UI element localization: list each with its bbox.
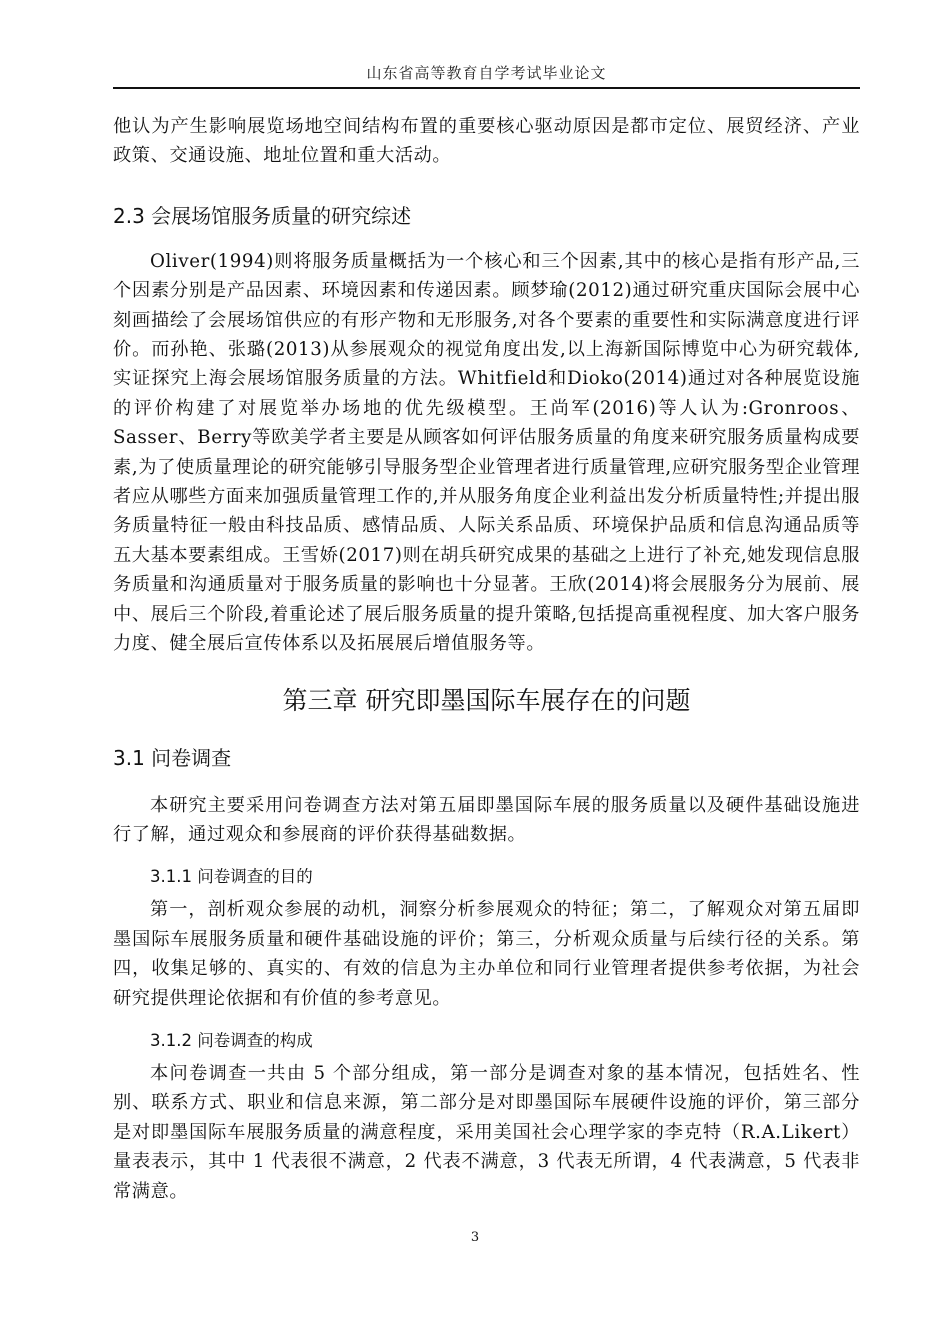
- subsection-3-1-1-paragraph: 第一，剖析观众参展的动机，洞察分析参展观众的特征；第二，了解观众对第五届即墨国际车展服务质量和硬件基础设施的评价；第三，分析观众质量与后续行径的关系。第四，收集足够的、真实的、有效的信息为主办单位和同行业管理者提供参考依据，为社会研究提供理论依据和有价值的参考意见。: [113, 899, 860, 1009]
- subsection-heading-3-1-1: 3.1.1 问卷调查的目的: [150, 867, 313, 887]
- continued-paragraph: 他认为产生影响展览场地空间结构布置的重要核心驱动原因是都市定位、展贸经济、产业政策、交通设施、地址位置和重大活动。: [113, 116, 860, 167]
- section-3-1-paragraph: 本研究主要采用问卷调查方法对第五届即墨国际车展的服务质量以及硬件基础设施进行了解，通过观众和参展商的评价获得基础数据。: [113, 794, 860, 845]
- subsection-heading-3-1-2: 3.1.2 问卷调查的构成: [150, 1030, 313, 1050]
- section-2-3-paragraph: Oliver(1994)则将服务质量概括为一个核心和三个因素,其中的核心是指有形产品,三个因素分别是产品因素、环境因素和传递因素。顾梦瑜(2012)通过研究重庆国际会展中心刻画描绘了会展场馆供应的有形产物和无形服务,对各个要素的重要性和实际满意度进行评价。而孙艳、张璐(2013)从参展观众的视觉角度出发,以上海新国际博览中心为研究载体,实证探究上海会展场馆服务质量的方法。Whitfield和Dioko(2014)通过对各种展览设施的评价构建了对展览举办场地的优先级模型。王尚军(2016)等人认为:Gronroos、Sasser、Berry等欧美学者主要是从顾客如何评估服务质量的角度来研究服务质量构成要素,为了使质量理论的研究能够引导服务型企业管理者进行质量管理,应研究服务型企业管理者应从哪些方面来加强质量管理工作的,并从服务角度企业利益出发分析质量特性;并提出服务质量特征一般由科技品质、感情品质、人际关系品质、环境保护品质和信息沟通品质等五大基本要素组成。王雪娇(2017)则在胡兵研究成果的基础之上进行了补充,她发现信息服务质量和沟通质量对于服务质量的影响也十分显著。王欣(2014)将会展服务分为展前、展中、展后三个阶段,着重论述了展后服务质量的提升策略,包括提高重视程度、加大客户服务力度、健全展后宣传体系以及拓展展后增值服务等。: [113, 250, 860, 655]
- page-number: 3: [470, 1230, 480, 1245]
- page-body: [113, 112, 860, 1206]
- subsection-3-1-2-paragraph: 本问卷调查一共由 5 个部分组成，第一部分是调查对象的基本情况，包括姓名、性别、联系方式、职业和信息来源，第二部分是对即墨国际车展硬件设施的评价，第三部分是对即墨国际车展服务质量的满意程度，采用美国社会心理学家的李克特（R.A.Likert）量表表示，其中 1 代表很不满意，2 代表不满意，3 代表无所谓，4 代表满意，5 代表非常满意。: [113, 1062, 860, 1202]
- section-heading-2-3: 2.3 会展场馆服务质量的研究综述: [113, 203, 412, 228]
- header-rule: [113, 87, 860, 89]
- running-header: 山东省高等教育自学考试毕业论文: [366, 64, 607, 82]
- section-heading-3-1: 3.1 问卷调查: [113, 745, 232, 770]
- chapter-3-title: 第三章 研究即墨国际车展存在的问题: [282, 685, 691, 715]
